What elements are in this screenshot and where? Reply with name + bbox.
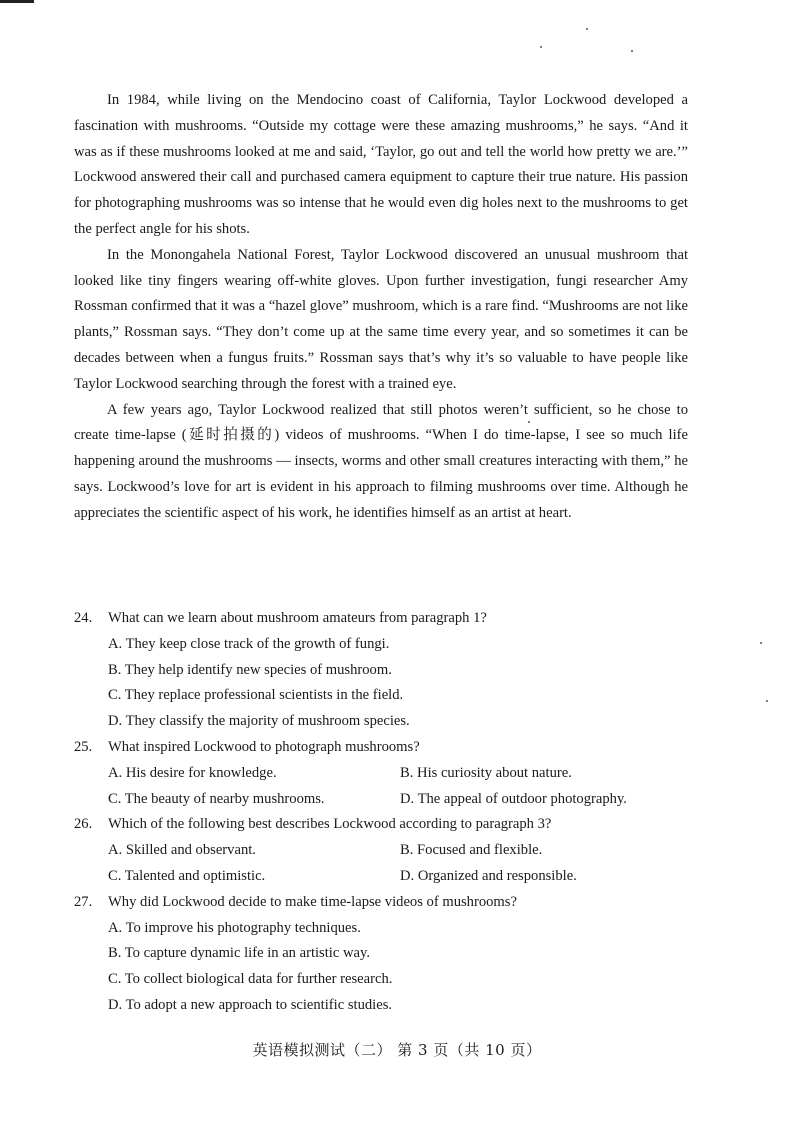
passage-paragraph-1: In 1984, while living on the Mendocino coast of California, Taylor Lockwood developed a fascination with mushrooms. “Outside my cottage were these amazing mushrooms,” he says. “And it was as if these mushrooms looked at me and said, ‘Taylor, go out and tell the world how pretty we are.’” Lockwood answered their call and purchased camera equipment to capture their true nature. His passion for photographing mushrooms was so intense that he would even dig holes next to the mushrooms to get the perfect angle for his shots. [74,92,688,237]
option-a[interactable]: A. They keep close track of the growth of fungi. [108,635,390,652]
question-list [74,606,694,1019]
scan-speck [540,46,542,48]
option-d[interactable]: D. They classify the majority of mushroom species. [108,713,410,730]
option-d[interactable]: D. The appeal of outdoor photography. [400,790,627,807]
question-stem [74,812,694,838]
passage-paragraph-3: A few years ago, Taylor Lockwood realized that still photos weren’t sufficient, so he chose to create time-lapse (延时拍摄的) videos of mushrooms. “When I do time-lapse, I see so much life happening around the mushrooms — insects, worms and other small creatures interacting with them,” he says. Lockwood’s love for art is evident in his approach to filming mushrooms over time. Although he appreciates the scientific aspect of his work, he identifies himself as an artist at heart. [74,401,688,521]
question-25 [74,735,694,812]
question-text: What inspired Lockwood to photograph mushrooms? [108,738,420,755]
option-b[interactable]: B. Focused and flexible. [400,842,543,859]
question-stem [74,890,694,916]
scan-speck [586,28,588,30]
question-text: Which of the following best describes Lockwood according to paragraph 3? [108,816,552,833]
reading-passage [74,88,688,527]
option-c[interactable]: C. To collect biological data for further research. [108,971,393,988]
option-a[interactable]: A. Skilled and observant. [108,842,256,859]
question-number: 24. [74,610,93,626]
question-number: 26. [74,816,93,833]
question-24 [74,606,694,735]
question-number: 27. [74,893,93,910]
option-b[interactable]: B. They help identify new species of mushroom. [108,661,392,678]
option-b[interactable]: B. His curiosity about nature. [400,764,572,781]
scan-speck [766,700,768,702]
option-d[interactable]: D. To adopt a new approach to scientific studies. [108,996,393,1013]
question-stem [74,606,694,632]
option-d[interactable]: D. Organized and responsible. [400,867,577,884]
passage-paragraph-2: In the Monongahela National Forest, Taylor Lockwood discovered an unusual mushroom that looked like tiny fingers wearing off-white gloves. Upon further investigation, fungi researcher Amy Rossman confirmed that it was a “hazel glove” mushroom, which is a rare find. “Mushrooms are not like plants,” Rossman says. “They don’t come up at the same time every year, and so sometimes it can be decades between when a fungus fruits.” Rossman says that’s why it’s so valuable to have people like Taylor Lockwood searching through the forest with a trained eye. [74,246,688,392]
scan-speck [631,50,633,52]
option-b[interactable]: B. To capture dynamic life in an artistic way. [108,945,370,962]
option-row [74,838,694,864]
scan-speck [760,642,762,644]
option-c[interactable]: C. Talented and optimistic. [108,867,266,884]
option-c[interactable]: C. The beauty of nearby mushrooms. [108,790,325,807]
scan-corner-mark [0,0,34,3]
question-26 [74,812,694,889]
option-a[interactable]: A. His desire for knowledge. [108,764,277,781]
option-row [74,761,694,787]
question-27 [74,890,694,1019]
option-row [74,787,694,813]
question-text: What can we learn about mushroom amateurs from paragraph 1? [108,610,487,626]
option-a[interactable]: A. To improve his photography techniques. [108,919,361,936]
question-number: 25. [74,738,93,755]
option-c[interactable]: C. They replace professional scientists in the field. [108,687,404,704]
question-stem [74,735,694,761]
option-row [74,864,694,890]
page-footer: 英语模拟测试（二） 第 3 页（共 10 页） [252,1041,542,1059]
question-text: Why did Lockwood decide to make time-lapse videos of mushrooms? [108,893,517,910]
